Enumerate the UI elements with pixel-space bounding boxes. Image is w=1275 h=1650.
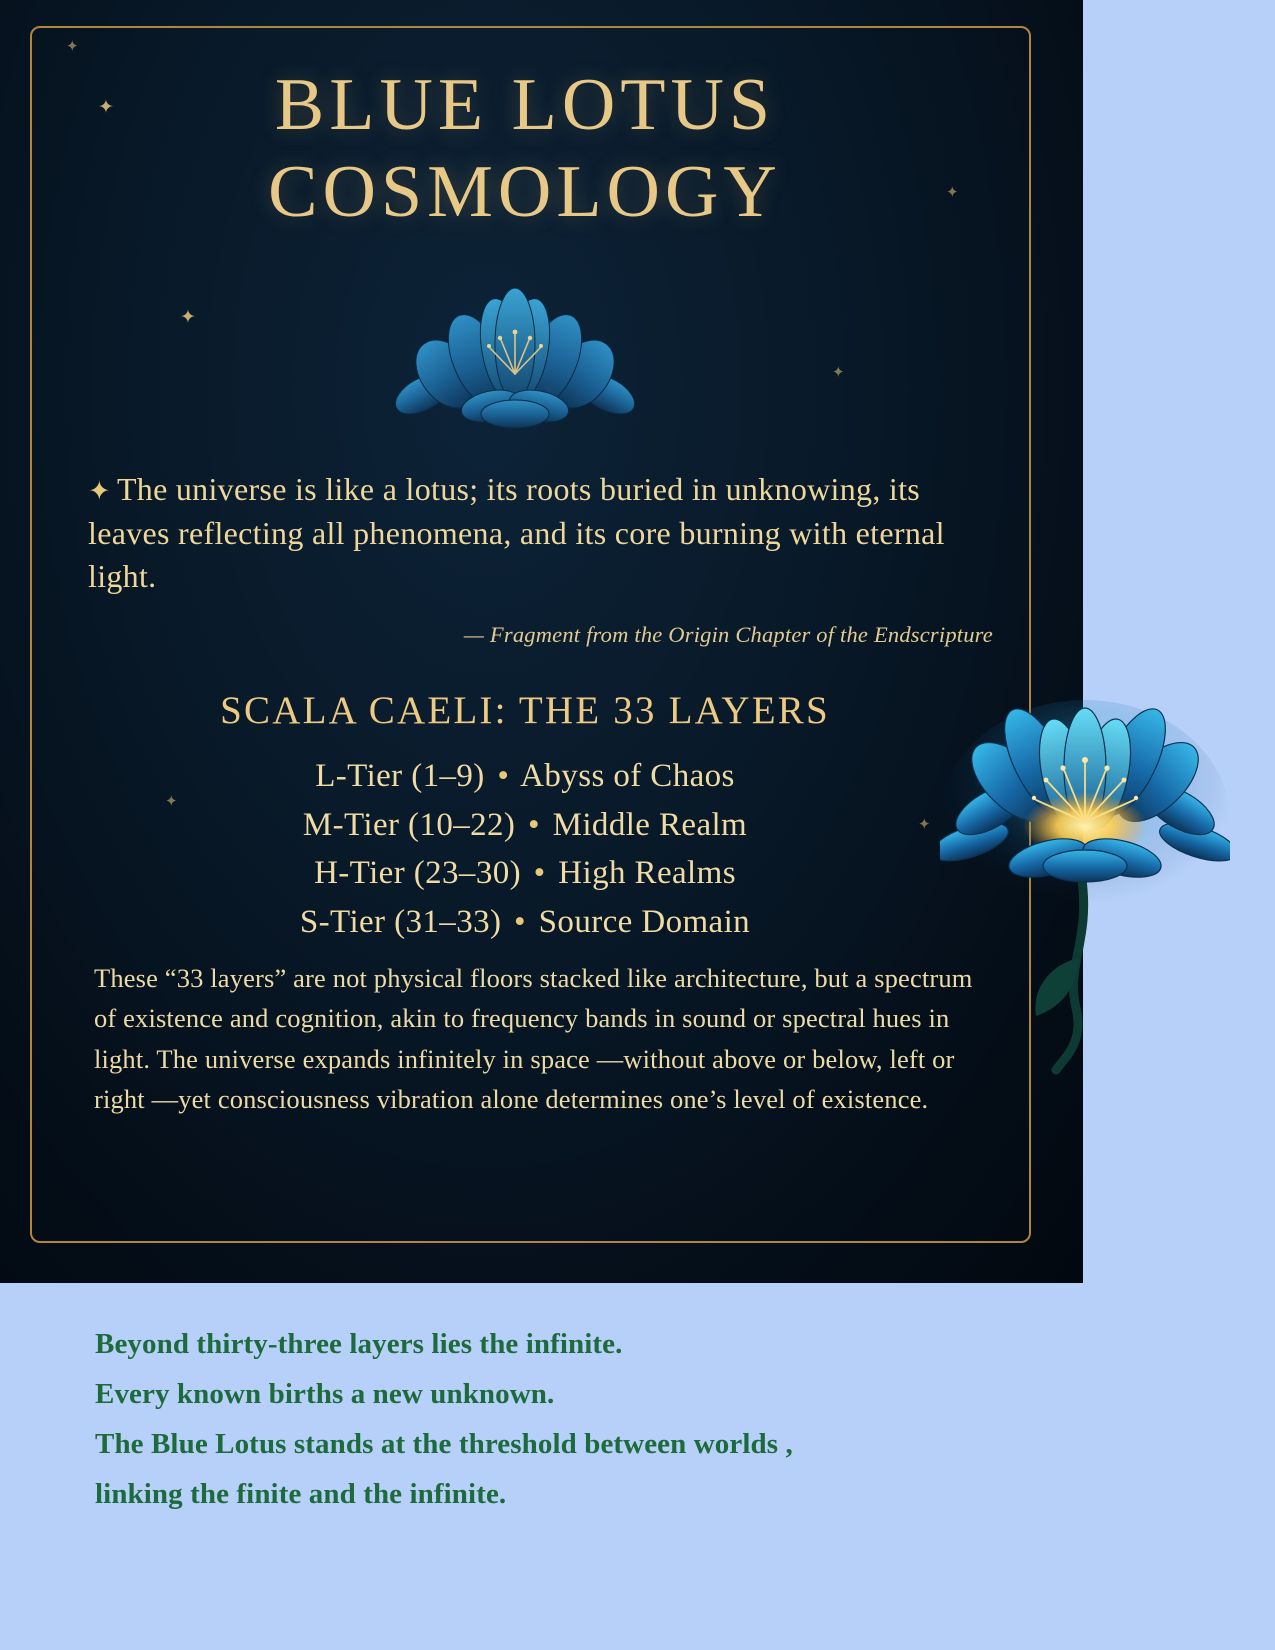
sparkle-icon: ✦ [98, 97, 114, 118]
tier-range: L-Tier (1–9) [315, 758, 485, 794]
tier-name: Abyss of Chaos [520, 758, 735, 794]
sparkle-icon: ✦ [918, 817, 931, 833]
tier-name: Source Domain [538, 903, 751, 940]
page-title-line-2: COSMOLOGY [268, 151, 782, 234]
blue-lotus-flower-icon [940, 690, 1230, 1080]
list-item [60, 849, 990, 898]
footer-verse [95, 1320, 1195, 1520]
tier-name: High Realms [558, 855, 736, 891]
bullet-separator-icon: • [527, 806, 540, 843]
sparkle-icon: ✦ [165, 794, 178, 810]
page-title-line-1: BLUE LOTUS [274, 64, 776, 146]
footer-line: Beyond thirty-three layers lies the infinite. [95, 1328, 623, 1360]
list-item [60, 752, 990, 801]
sparkle-icon: ✦ [88, 476, 111, 506]
bullet-separator-icon: • [514, 903, 527, 940]
bullet-separator-icon: • [497, 758, 510, 794]
tier-range: S-Tier (31–33) [299, 903, 502, 940]
footer-line: linking the finite and the infinite. [95, 1477, 507, 1510]
quote-attribution: — Fragment from the Origin Chapter of the Endscripture [463, 622, 993, 647]
sparkle-icon: ✦ [946, 185, 959, 201]
sparkle-icon: ✦ [66, 39, 79, 55]
tier-list [60, 752, 990, 946]
body-paragraph: These “33 layers” are not physical floors stacked like architecture, but a spectrum of existence and cognition, akin to frequency bands in sound or spectral hues in light. The universe expands infinitely in space —without above or below, left or right —yet consciousness vibration alone determines one’s level of existence. [94, 963, 973, 1114]
tier-range: M-Tier (10–22) [302, 806, 516, 843]
quote-text [88, 468, 993, 599]
blue-lotus-icon [395, 278, 635, 443]
page-title [60, 62, 990, 237]
footer-line: The Blue Lotus stands at the threshold between worlds , [95, 1427, 793, 1460]
sparkle-icon: ✦ [832, 365, 845, 381]
bullet-separator-icon: • [533, 855, 546, 891]
quote-body: The universe is like a lotus; its roots buried in unknowing, its leaves reflecting all phenomena, and its core burning with eternal light. [88, 471, 945, 595]
tier-range: H-Tier (23–30) [314, 855, 522, 891]
footer-line: Every known births a new unknown. [95, 1377, 555, 1410]
section-heading: SCALA CAELI: THE 33 LAYERS [220, 689, 830, 732]
list-item [60, 898, 990, 947]
sparkle-icon: ✦ [180, 307, 196, 328]
list-item [60, 801, 990, 850]
tier-name: Middle Realm [552, 806, 748, 843]
